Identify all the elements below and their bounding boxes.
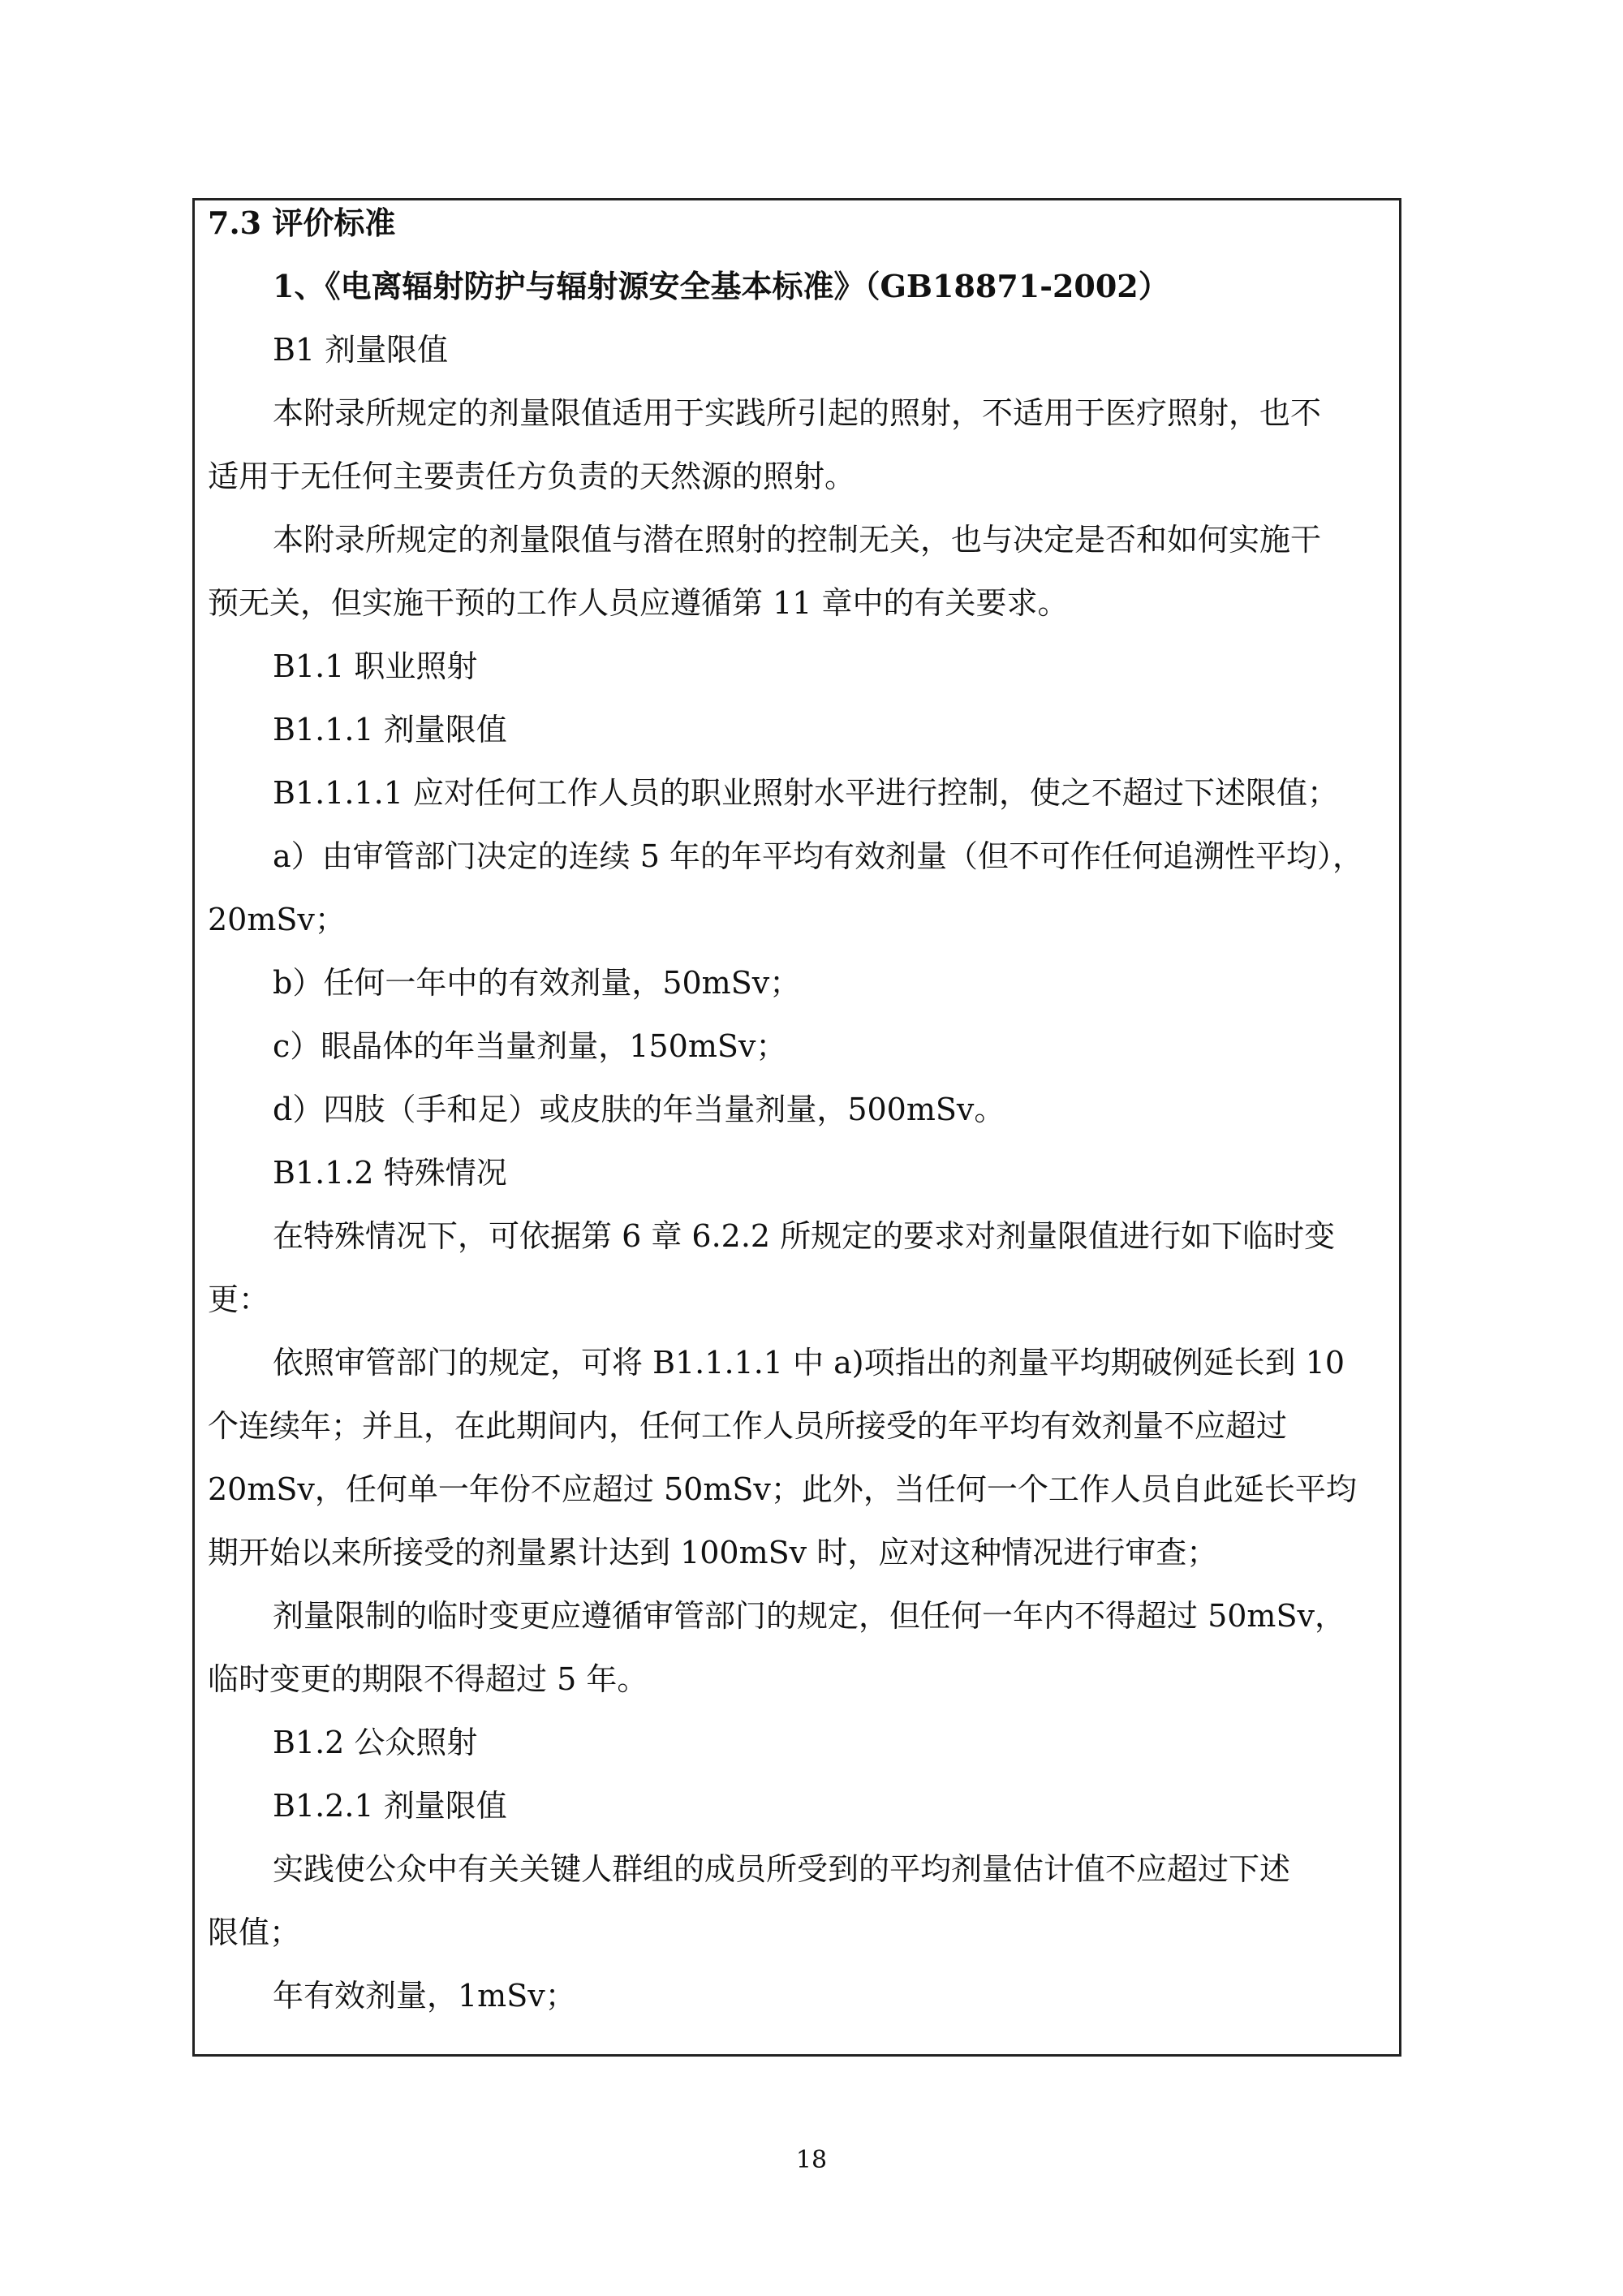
paragraph-line: B1.1.1.1 应对任何工作人员的职业照射水平进行控制，使之不超过下述限值； — [273, 775, 1338, 811]
paragraph-line: 临时变更的期限不得超过 5 年。 — [208, 1661, 648, 1697]
paragraph-line: 本附录所规定的剂量限值与潜在照射的控制无关，也与决定是否和如何实施干 — [273, 522, 1322, 558]
list-item-c: c）眼晶体的年当量剂量，150mSv； — [273, 1028, 787, 1064]
paragraph-line: 本附录所规定的剂量限值适用于实践所引起的照射，不适用于医疗照射，也不 — [273, 395, 1322, 431]
section-heading: 7.3 评价标准 — [208, 205, 396, 241]
list-item-a-cont: 20mSv； — [208, 902, 346, 937]
list-item-d: d）四肢（手和足）或皮肤的年当量剂量，500mSv。 — [273, 1092, 1005, 1127]
standard-title: 1、《电离辐射防护与辐射源安全基本标准》（GB18871-2002） — [273, 268, 1169, 304]
clause-b1-2-1-heading: B1.2.1 剂量限值 — [273, 1788, 507, 1824]
paragraph-line: 年有效剂量，1mSv； — [273, 1978, 576, 2014]
paragraph-line: 依照审管部门的规定，可将 B1.1.1.1 中 a)项指出的剂量平均期破例延长到 10 — [273, 1345, 1345, 1381]
paragraph-line: 限值； — [208, 1915, 301, 1950]
clause-b1-1-1-heading: B1.1.1 剂量限值 — [273, 712, 507, 747]
paragraph-line: 预无关，但实施干预的工作人员应遵循第 11 章中的有关要求。 — [208, 585, 1069, 621]
clause-b1-1-heading: B1.1 职业照射 — [273, 648, 478, 684]
clause-b1-2-heading: B1.2 公众照射 — [273, 1725, 478, 1760]
paragraph-line: 20mSv，任何单一年份不应超过 50mSv；此外，当任何一个工作人员自此延长平均 — [208, 1471, 1357, 1507]
list-item-a: a）由审管部门决定的连续 5 年的年平均有效剂量（但不可作任何追溯性平均）， — [273, 838, 1363, 874]
paragraph-line: 实践使公众中有关关键人群组的成员所受到的平均剂量估计值不应超过下述 — [273, 1851, 1291, 1887]
paragraph-line: 期开始以来所接受的剂量累计达到 100mSv 时，应对这种情况进行审查； — [208, 1535, 1218, 1570]
list-item-b: b）任何一年中的有效剂量，50mSv； — [273, 965, 801, 1001]
page-number: 18 — [795, 2146, 828, 2174]
paragraph-line: 在特殊情况下，可依据第 6 章 6.2.2 所规定的要求对剂量限值进行如下临时变 — [273, 1218, 1336, 1254]
paragraph-line: 更： — [208, 1282, 270, 1317]
clause-b1-1-2-heading: B1.1.2 特殊情况 — [273, 1155, 507, 1191]
paragraph-line: 适用于无任何主要责任方负责的天然源的照射。 — [208, 459, 856, 494]
paragraph-line: 个连续年；并且，在此期间内，任何工作人员所接受的年平均有效剂量不应超过 — [208, 1408, 1288, 1444]
paragraph-line: 剂量限制的临时变更应遵循审管部门的规定，但任何一年内不得超过 50mSv， — [273, 1598, 1345, 1634]
clause-b1-heading: B1 剂量限值 — [273, 332, 449, 368]
